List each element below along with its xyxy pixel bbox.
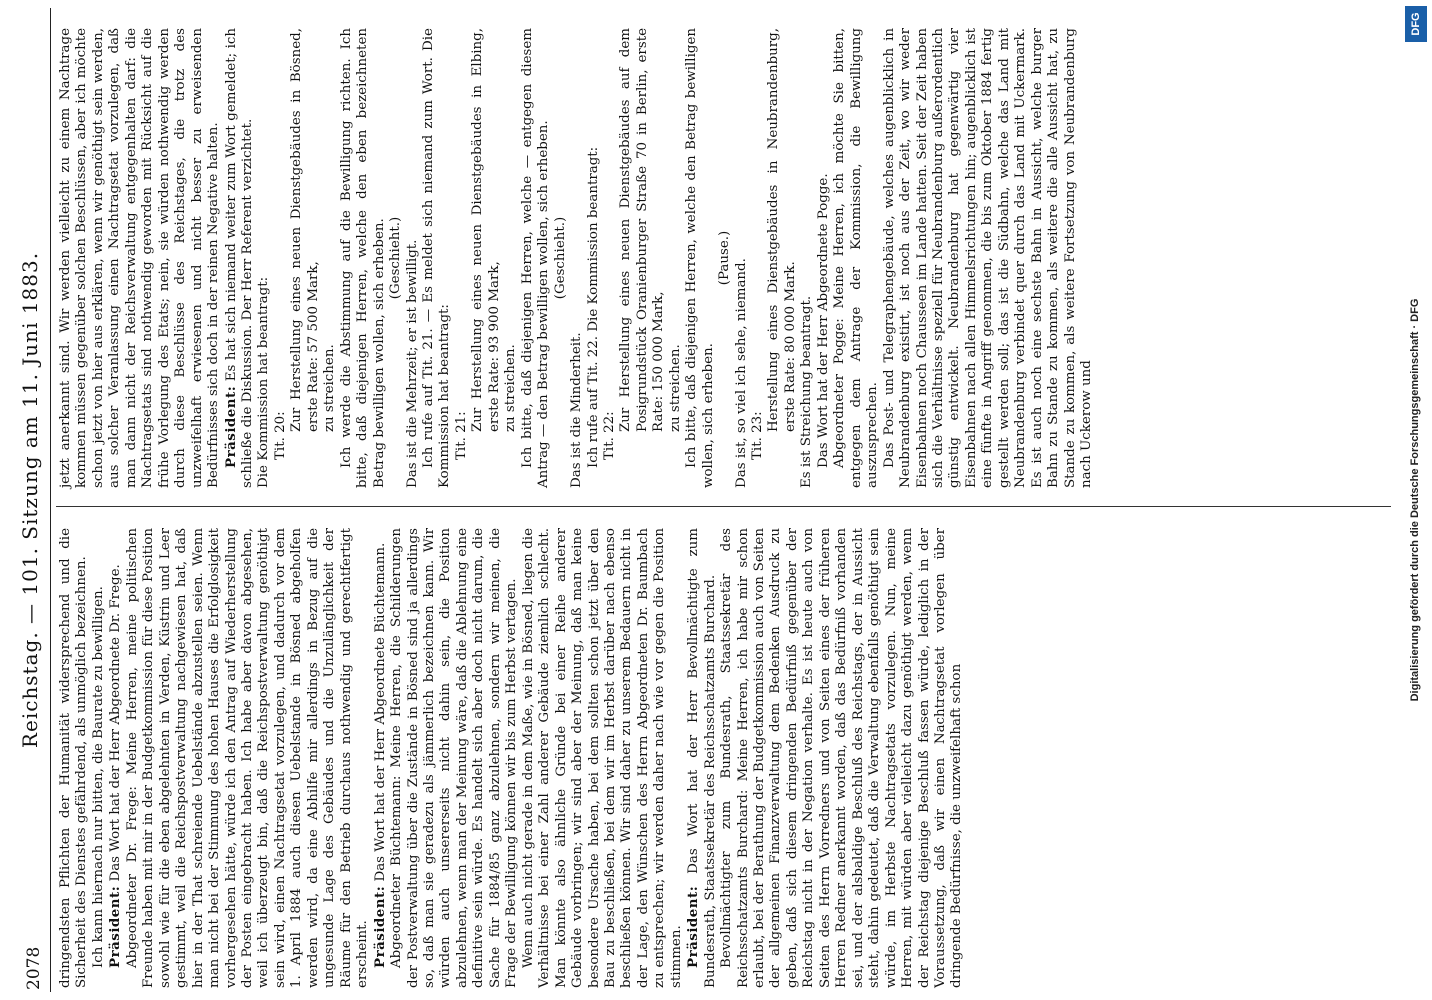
paragraph bbox=[832, 28, 881, 488]
paragraph-text: Ich rufe auf Tit. 21. — Es meldet sich niemand zum Wort. Die Kommission hat beantragt: bbox=[420, 28, 453, 488]
paragraph bbox=[719, 528, 966, 988]
paragraph bbox=[882, 28, 1096, 488]
paragraph-text: Das ist die Minderheit. bbox=[569, 332, 585, 488]
paragraph-text: Zur Herstellung eines neuen Dienstgebäudes auf dem Posigrundstück Oranienburger Straße 70 in Berlin, erste Rate: 150 000 Mark, bbox=[618, 28, 667, 432]
paragraph bbox=[405, 28, 421, 488]
paragraph bbox=[602, 28, 618, 488]
page-title: Reichstag. — 101. Sitzung am 11. Juni 1883. bbox=[18, 251, 42, 749]
paragraph-text: Das ist, so viel ich sehe, niemand. bbox=[733, 258, 749, 488]
paragraph-text: zu streichen. bbox=[667, 344, 683, 432]
digitization-notice-text: Digitalisierung gefördert durch die Deutsche Forschungsgemeinschaft · DFG bbox=[1409, 298, 1421, 702]
paragraph-text: Zur Herstellung eines neuen Dienstgebäudes in Elbing, erste Rate: 93 900 Mark, bbox=[470, 28, 502, 432]
text-column-left bbox=[58, 528, 966, 988]
digitization-note bbox=[1400, 0, 1430, 1000]
paragraph-text: Tit. 21: bbox=[453, 411, 469, 460]
paragraph bbox=[569, 28, 585, 488]
paragraph bbox=[553, 28, 569, 488]
paragraph bbox=[91, 528, 107, 988]
paragraph bbox=[816, 28, 832, 488]
paragraph-text: Das Wort hat der Herr Abgeordnete Pogge. bbox=[815, 173, 831, 468]
speaker-label: Präsident: bbox=[371, 885, 388, 968]
paragraph-text: zu streichen. bbox=[322, 344, 338, 432]
paragraph-text: Das ist die Mehrzeit; er ist bewilligt. bbox=[404, 239, 420, 488]
paragraph bbox=[388, 28, 404, 488]
paragraph-text: Abgeordneter Büchtemann: Meine Herren, die Schilderungen der Postverwaltung über die Zustände in Bösned sind ja allerdings so, daß man sie geradezu als jämmerlich bezeichnen kann. Wir würden auch unsererseits nicht dahin sein, die Position abzulehnen, wenn man der Meinung wäre, daß die Ablehnung eine definitive sein würde. Es handelt sich aber doch nicht darum, die Sache für 1884/85 ganz abzulehnen, sondern wir meinen, die Frage der Bewilligung können wir bis zum Herbst vertagen. bbox=[389, 528, 520, 988]
paragraph bbox=[273, 28, 289, 488]
paragraph-text: Ich kann hiernach nur bitten, die Baurate zu bewilligen. bbox=[90, 586, 106, 968]
paragraph bbox=[125, 528, 372, 988]
paragraph bbox=[586, 28, 602, 488]
paragraph-text: Zur Herstellung eines neuen Dienstgebäudes in Bösned, erste Rate: 57 500 Mark, bbox=[289, 28, 321, 432]
text-column-right bbox=[58, 28, 1096, 488]
paragraph bbox=[799, 28, 815, 488]
paragraph bbox=[454, 28, 470, 488]
paragraph-text: (Pause.) bbox=[717, 230, 733, 286]
paragraph bbox=[521, 528, 686, 988]
paragraph-text: (Geschieht.) bbox=[552, 216, 568, 300]
paragraph-text: (Geschieht.) bbox=[388, 216, 404, 300]
page-number: 2078 bbox=[24, 946, 44, 990]
paragraph-text: Tit. 20: bbox=[272, 411, 288, 460]
paragraph bbox=[503, 28, 519, 488]
paragraph bbox=[256, 28, 272, 488]
paragraph-text: Abgeordneter Pogge: Meine Herren, ich möchte Sie bitten, entgegen dem Antrage der Kommission, die Bewilligung auszusprechen. bbox=[832, 28, 881, 488]
speaker-label: Präsident: bbox=[222, 385, 239, 468]
paragraph-text: Ich bitte, daß diejenigen Herren, welche den Betrag bewilligen wollen, sich erheben. bbox=[684, 28, 716, 488]
paragraph-text: jetzt anerkannt sind. Wir werden vielleicht zu einem Nachtrage kommen müssen gegenüber solchen Beschlüssen, aber ich möchte schon jetzt von hier aus erklären, wenn wir genöthigt sein werden, aus solcher Veranlassung einen Nachtragsetat vorzulegen, daß man dann nicht der Reichsverwaltung entgegenhalten darf: die Nachtragsetats sind nothwendig geworden mit Rücksicht auf die frühe Vorlegung des Etats; nein, sie würden nothwendig werden durch diese Beschlüsse des Reichstages, die trotz des unzweifelhaft erwiesenen und nicht besser zu erweisenden Bedürfnisses sich doch in der reinen Negative halten. bbox=[58, 28, 222, 488]
paragraph bbox=[717, 28, 733, 488]
paragraph-text: Das Post- und Telegraphengebäude, welches augenblicklich in Neubrandenburg existirt, ist noch aus der Zeit, wo wir weder Eisenbahnen noch Chausseen im Lande hatten. Seit der Zeit haben sich die Verhältnisse speziell für Neubrandenburg außerordentlich günstig entwickelt. Neubrandenburg hat gegenwärtig vier Eisenbahnen nach allen Himmelsrichtungen hin; augenblicklich ist eine fünfte in Angriff genommen, die bis zum Oktober 1884 fertig gestellt werden soll; das ist die Südbahn, welche das Land mit Neubrandenburg verbindet quer durch das Land mit Uckermark. Es ist auch noch eine sechste Bahn in Aussicht, welche burger Bahn zu Stande zu kommen, als weitere die alle Aussicht hat, zu Stande zu kommen, als weitere Fortsetzung von Neubrandenburg nach Uckerow und bbox=[881, 28, 1095, 488]
paragraph-text: Das Wort hat der Herr Bevollmächtigte zum Bundesrath, Staatssekretär des Reichsschatzamts Burchard. bbox=[686, 528, 718, 988]
paragraph bbox=[107, 528, 124, 988]
paragraph-text: Die Kommission hat beantragt: bbox=[256, 276, 272, 488]
paragraph bbox=[223, 28, 257, 488]
paragraph-text: Das Wort hat der Herr Abgeordnete Dr. Frege. bbox=[108, 564, 124, 882]
paragraph bbox=[685, 528, 719, 988]
paragraph-text: Wenn auch nicht gerade in dem Maße, wie in Bösned, liegen die Verhältnisse bei einer Zahl anderer Gebäude ziemlich schlecht. Man könnte also ähnliche Gründe bei einer Reihe anderer Gebäude vorbringen; wir sind aber der Meinung, daß man keine besondere Ursache haben, bei dem sollten schon jetzt über den Bau zu beschließen, bei dem wir im Herbst darüber nach ebenso beschließen können. Wir sind daher zu unserem Bedauern nicht in der Lage, den Wünschen des Herrn Abgeordneten Dr. Baumbach zu entsprechen; wir werden daher nach wie vor gegen die Position stimmen. bbox=[520, 528, 684, 988]
paragraph bbox=[618, 28, 667, 488]
paragraph-text: Bevollmächtigter zum Bundesrath, Staatssekretär des Reichsschatzamts Burchard: Meine Herren, ich habe mir schon erlaubt, bei der Berathung der Budgetkommission auch von Seiten der allgemeinen Finanzverwaltung dem Bedenken Ausdruck zu geben, daß sich diesem dringenden Bedürfniß gegenüber der Reichstag nicht in der Negation verhalte. Es ist heute auch von Seiten des Herrn Vorredners und von Seiten eines der früheren Herren Redner anerkannt worden, daß das Bedürfniß vorhanden sei, und der alsbaldige Beschluß des Reichstags, der in Aussicht steht, dahin gedeutet, daß die Verwaltung ebenfalls genöthigt sein würde, im Herbste Nachtragsetats vorzulegen. Nun, meine Herren, mit würden aber vielleicht dazu genöthigt werden, wenn der Reichstag diejenige Beschluß fassen würde, lediglich in der Voraussetzung, daß wir einen Nachtragsetat vorlegen über dringende Bedürfnisse, die unzweifelhaft schon bbox=[719, 528, 965, 988]
paragraph-text: Herstellung eines Dienstgebäudes in Neubrandenburg, erste Rate: 80 000 Mark. bbox=[766, 28, 798, 432]
paragraph bbox=[734, 28, 750, 488]
paragraph-text: Es ist Streichung beantragt. bbox=[799, 295, 815, 488]
paragraph bbox=[421, 28, 454, 488]
paragraph bbox=[750, 28, 766, 488]
paragraph bbox=[289, 28, 322, 488]
page-header bbox=[10, 0, 46, 1000]
dfg-logo: DFG bbox=[1405, 6, 1427, 42]
paragraph bbox=[58, 28, 223, 488]
paragraph bbox=[470, 28, 503, 488]
paragraph bbox=[766, 28, 799, 488]
paragraph bbox=[372, 528, 389, 988]
paragraph-text: Tit. 22: bbox=[601, 411, 617, 460]
paragraph-text: Ich werde die Abstimmung auf die Bewilligung richten. Ich bitte, daß diejenigen Herren, welche den eben bezeichneten Betrag bewilligen wollen, sich erheben. bbox=[338, 28, 387, 488]
paragraph bbox=[58, 528, 91, 988]
paragraph-text: Tit. 23: bbox=[750, 411, 766, 460]
paragraph-text: Es hat sich niemand weiter zum Wort gemeldet; ich schließe die Diskussion. Der Herr Referent verzichtet. bbox=[223, 28, 255, 488]
paragraph bbox=[668, 28, 684, 488]
paragraph bbox=[520, 28, 553, 488]
header-rule bbox=[50, 8, 51, 992]
paragraph bbox=[684, 28, 717, 488]
paragraph-text: Ich bitte, daß diejenigen Herren, welche — entgegen diesem Antrag — den Betrag bewilligen wollen, sich erheben. bbox=[519, 28, 552, 488]
paragraph-text: Abgeordneter Dr. Frege: Meine Herren, meine politischen Freunde haben mit mir in der Budgetkommission für diese Position sowohl wie für die eben abgelehnten in Verden, Küstrin und Leer gestimmt, weil die Reichspostverwaltung nachgewiesen hat, daß hier in der That schreiende Uebelstände abzustellen seien. Wenn man nicht bei der Stimmung des hohen Hauses die Erfolglosigkeit vorhergesehen hätte, würde ich den Antrag auf Wiederherstellung der Posten eingebracht haben. Ich habe aber davon abgesehen, weil ich überzeugt bin, daß die Reichspostverwaltung genöthigt sein wird, einen Nachtragsetat vorzulegen, und dadurch vor dem 1. April 1884 auch diesen Uebelstande in Bösned abgeholfen werden wird, da eine Abhilfe mir allerdings in Bezug auf die ungesunde Lage des Gebäudes und die Unzulänglichkeit der Räume für den Betrieb durchaus nothwendig und gerechtfertigt erscheint. bbox=[124, 528, 371, 988]
column-divider bbox=[56, 506, 1391, 507]
paragraph-text: dringendsten Pflichten der Humanität widersprechend und die Sicherheit des Dienstes gefährdend, als unmöglich bezeichnen. bbox=[58, 528, 90, 988]
paragraph-text: Ich rufe auf Tit. 22. Die Kommission beantragt: bbox=[585, 146, 601, 468]
paragraph-text: zu streichen. bbox=[503, 344, 519, 432]
speaker-label: Präsident: bbox=[107, 885, 124, 968]
paragraph bbox=[389, 528, 521, 988]
speaker-label: Präsident: bbox=[685, 885, 702, 968]
paragraph-text: Das Wort hat der Herr Abgeordnete Büchtemann. bbox=[372, 542, 388, 882]
paragraph bbox=[322, 28, 338, 488]
paragraph bbox=[339, 28, 388, 488]
